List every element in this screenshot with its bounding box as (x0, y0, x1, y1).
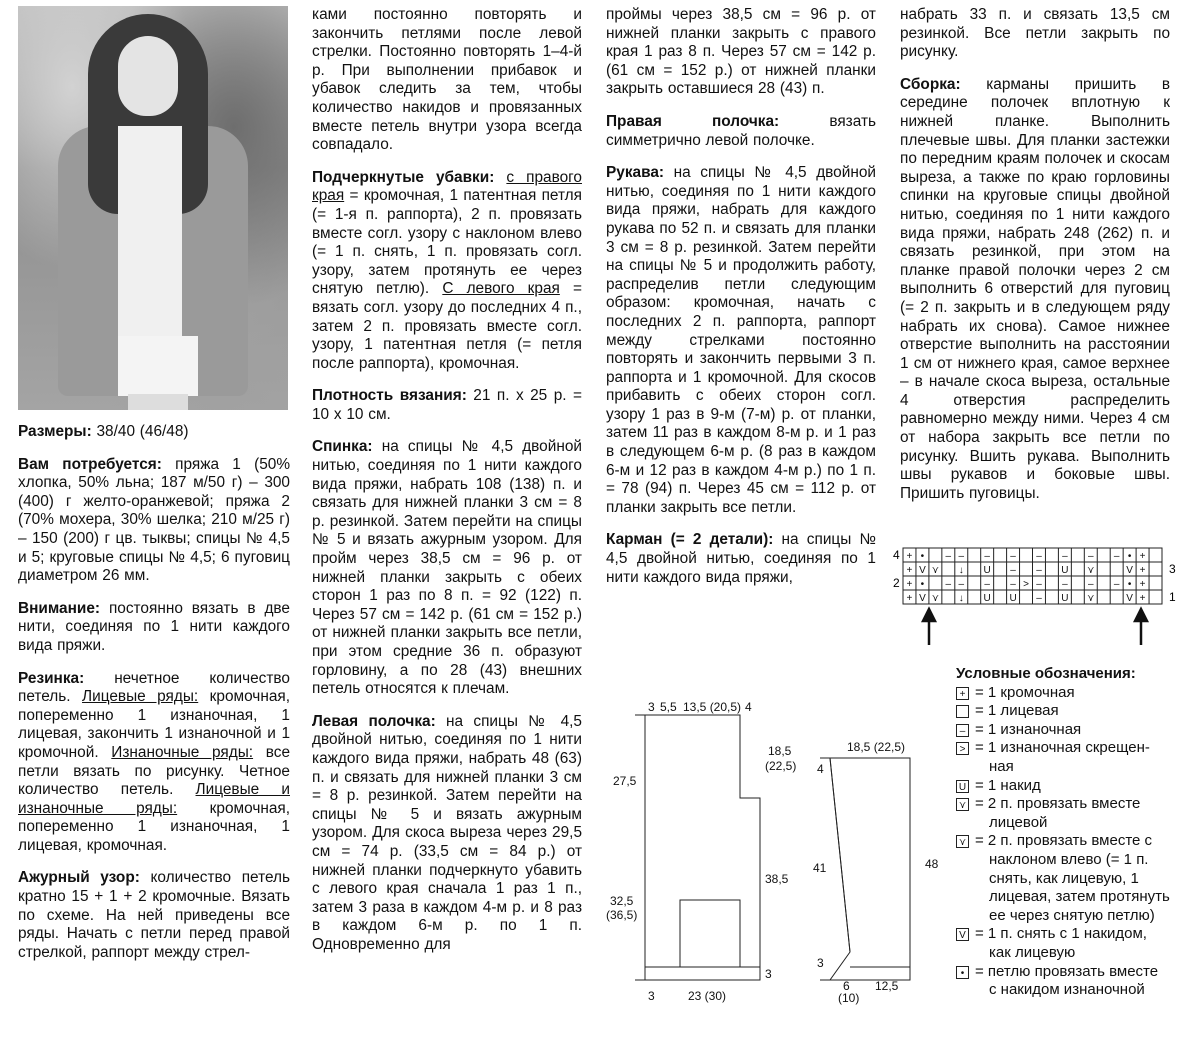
chart-symbol: V (1126, 593, 1133, 604)
right-arrow-icon (1135, 609, 1147, 621)
column-3: проймы через 38,5 см = 96 р. от нижней планки закрыть с правого края 1 раз 8 п. Через 57 см = 142 р. (61 см = 152 р.) от нижней планки закрыть оставшиеся 28 (43) п. Правая полочка: вязать симметрично левой полочке. Рукава: на спицы № 4,5 двойной нитью, соединяя по 1 нити каждого вида пряжи, набрать для каждого рукава по 52 п. и связать для планки 3 см = 8 р. резинкой. Затем перейти на спицы № 5 и продолжить работу, распределив петли следующим образом: кромочная, начать с последних 2 п. раппорта, раппорт между стрелками постоянно повторять и закончить первыми 3 п. раппорта и 1 кромочной. Для скосов прибавить с обеих сторон согл. узору 1 раз в 9-м (7-м) р. от планки, затем 11 раз в каждом 8-м р. и 1 раз в следующем 6-м р. (8 раз в каждом 6-м и 12 раз в каждом 4-м р.) по 1 п. = 78 (94) п. Через 45 см = 112 р. от планки закрыть все петли. Карман (= 2 детали): на спицы № 4,5 двойной нитью, соединяя по 1 нити каждого вида пряжи, (606, 6, 877, 586)
chart-symbol: – (1010, 565, 1016, 576)
chart-row-1: 1 (1169, 590, 1176, 604)
dim-4: 4 (745, 700, 752, 714)
chart-symbol: + (1139, 593, 1146, 604)
chart-symbol: ↓ (958, 565, 964, 576)
legend-item: • = петлю провязать вместе (956, 963, 1181, 982)
dim-22-5: (22,5) (765, 759, 797, 773)
chart-symbol: – (1036, 565, 1042, 576)
chart-symbol: U (1009, 593, 1017, 604)
chart-symbol: – (945, 551, 952, 562)
chart-symbol: – (984, 551, 990, 562)
chart-symbol: ⋎ (1087, 593, 1095, 604)
chart-symbol: – (1113, 551, 1120, 562)
chart-symbol: U (1061, 565, 1069, 576)
column-4: набрать 33 п. и связать 13,5 см резинкой. Все петли закрыть по рисунку. Сборка: карманы пришить в середине полочек вплотную к нижней планке. Выполнить плечевые швы. Для планки застежки по передним краям полочек и скосам выреза, а также по краю горловины спинки на круговые спицы двойной нитью, соединяя по 1 нити каждого вида пряжи, набрать 248 (262) п. и связать резинкой, при этом на планке правой полочки через 2 см выполнить 6 отверстий для пуговиц (= 2 п. закрыть и в следующем ряду набрать их снова). Самое нижнее отверстие выполнить на расстоянии 1 см от нижнего края, самое верхнее – в начале скоса выреза, остальные 4 отверстия распределить равномерно между ними. Через 4 см от набора закрыть все петли по рисунку. Вшить рукава. Выполнить швы рукавов и боковые швы. Пришить пуговицы. (900, 6, 1170, 502)
dim-38-5: 38,5 (765, 872, 789, 886)
chart-row-4: 4 (893, 548, 900, 562)
legend-title: Условные обозначения: (956, 665, 1136, 682)
chart-symbol: – (984, 579, 990, 590)
chart-symbol: – (1010, 579, 1016, 590)
dim-3b: 3 (648, 989, 655, 1003)
chart-symbol: – (1036, 593, 1042, 604)
chart-symbol: + (1139, 551, 1146, 562)
chart-symbol: V (919, 565, 926, 576)
chart-symbol: ↓ (958, 593, 964, 604)
chart-symbol: + (1139, 579, 1146, 590)
legend-item: > = 1 изнаночная скрещен- (956, 739, 1181, 758)
legend-symbol-icon: – (956, 724, 969, 737)
back-pattern-diagram (600, 695, 810, 1010)
dim-10: (10) (838, 991, 860, 1005)
legend-item: – = 1 изнаночная (956, 721, 1181, 740)
dim-bottom-3: 3 (765, 967, 772, 981)
dim-4s: 4 (817, 762, 824, 776)
legend-item: U = 1 накид (956, 777, 1181, 796)
column-2: ками постоянно повторять и закончить петлями после левой стрелки. Постоянно повторять 1–4-й р. При выполнении прибавок и убавок следить за тем, чтобы количество накидов и провязанных вместе петель внутри узора всегда совпадало. Подчеркнутые убавки: с правого края = кромочная, 1 патентная петля (= 1-я п. раппорта), 2 п. провязать вместе согл. узору с наклоном влево (= 1 п. снять, 1 п. провязать согл. узору, затем протянуть ее через снятую петлю). С левого края = вязать согл. узору до последних 4 п., затем 2 п. провязать вместе согл. узору, 1 патентная петля (= петля после раппорта), кромочная. Плотность вязания: 21 п. х 25 р. = 10 х 10 см. Спинка: на спицы № 4,5 двойной нитью, соединяя по 1 нити каждого вида пряжи, набрать 108 (138) п. и связать для нижней планки 3 см = 8 р. резинкой. Затем перейти на спицы № 5 и вязать ажурным узором. Для пройм через 38,5 см = 96 р. от нижней планки закрыть с обеих сторон 1 раз по 8 п. = 92 (122) п. Через 57 см = 142 р. (61 см = 152 р.) от нижней планки закрыть все петли, при этом средние 36 п. образуют горловину, а по 28 (43) внешних петель относятся к плечам. Левая полочка: на спицы № 4,5 двойной нитью, соединяя по 1 нити каждого вида пряжи, набрать 48 (63) п. и связать для нижней планки 3 см = 8 р. резинкой. Затем перейти на спицы № 5 и вязать ажурным узором. Для скоса выреза через 29,5 см = 74 р. (33,5 см = 84 р.) от нижней планки подчеркнуто убавить с левого края сначала 1 раз 1 п., затем 3 раза в каждом 4-м р. и 8 раз в каждом 6-м р. по 1 п. Одновременно для (312, 6, 582, 953)
dim-18-5-22-5: 18,5 (22,5) (847, 740, 906, 754)
chart-symbol: – (958, 551, 965, 562)
legend-symbol-icon: ⋎ (956, 835, 969, 848)
chart-symbol: + (906, 593, 913, 604)
chart-symbol: – (958, 579, 965, 590)
chart-symbol: • (1127, 551, 1132, 562)
model-photo (18, 6, 288, 410)
legend-item: ⋎ = 2 п. провязать вместе (956, 795, 1181, 814)
legend-symbol-icon: V (956, 928, 969, 941)
chart-symbol: • (1127, 579, 1132, 590)
chart-row-3: 3 (1169, 562, 1176, 576)
legend-symbol-icon: > (956, 742, 969, 755)
legend-symbol-icon: U (956, 780, 969, 793)
dim-12-5: 12,5 (875, 979, 899, 993)
chart-symbol: – (1062, 551, 1068, 562)
chart-symbol: – (1010, 551, 1016, 562)
column-1: Размеры: 38/40 (46/48) Вам потребуется: пряжа 1 (50% хлопка, 50% льна; 187 м/50 г) – 300 (400) г желто-оранжевой; пряжа 2 (70% мохера, 30% шелка; 210 м/25 г) – 150 (200) г цв. тыквы; спицы № 4,5 и 5; круговые спицы № 4,5; 6 пуговиц диаметром 26 мм. Внимание: постоянно вязать в две нити, соединяя по 1 нити каждого вида пряжи. Резинка: нечетное количество петель. Лицевые ряды: кромочная, попеременно 1 изнаночная, 1 лицевая, закончить 1 изнаночной и 1 кромочной. Изнаночные ряды: все петли вязать по рисунку. Четное количество петель. Лицевые и изнаночные ряды: кромочная, попеременно 1 изнаночная, 1 лицевая, кромочная. Ажурный узор: количество петель кратно 15 + 1 + 2 кромочные. Вязать по схеме. На ней приведены все ряды. Начать с петли перед правой стрелкой, раппорт между стрел- (18, 423, 291, 961)
chart-symbol: V (1126, 565, 1133, 576)
legend-symbol-icon: • (956, 966, 969, 979)
legend-symbol-icon: + (956, 687, 969, 700)
chart-symbol: U (983, 593, 991, 604)
dim-13-5: 13,5 (20,5) (683, 700, 742, 714)
dim-48: 48 (925, 857, 939, 871)
dim-3s: 3 (817, 956, 824, 970)
legend-item: V = 1 п. снять с 1 накидом, (956, 925, 1181, 944)
chart-symbol: – (1087, 579, 1094, 590)
dim-41: 41 (813, 861, 827, 875)
chart-symbol: • (920, 579, 925, 590)
chart-symbol: V (919, 593, 926, 604)
dim-6: 6 (843, 979, 850, 993)
dim-27-5: 27,5 (613, 774, 637, 788)
legend-symbol-icon: ⋎ (956, 798, 969, 811)
chart-symbol: – (1113, 579, 1120, 590)
chart-row-2: 2 (893, 576, 900, 590)
chart-symbol: – (1036, 579, 1042, 590)
chart-symbol: + (906, 565, 913, 576)
chart-symbol: – (1087, 551, 1094, 562)
chart-symbol: + (1139, 565, 1146, 576)
chart-symbol: • (920, 551, 925, 562)
dim-5-5: 5,5 (660, 700, 677, 714)
legend-symbol-icon (956, 705, 969, 718)
sleeve-pattern-diagram (805, 735, 950, 1010)
dim-3: 3 (648, 700, 655, 714)
legend: Условные обозначения: + = 1 кромочная = 1 лицевая – = 1 изнаночная > = 1 изнаночная скрещен- ная U = 1 накид ⋎ = 2 п. провязать вместе лицевой ⋎ = 2 п. провязать вместе с наклоном влево (= 1 п. снять, как лицевую, 1 лицевая, затем протянуть ее через снятую петлю) V = 1 п. снять с 1 накидом, как лицевую • = петлю провязать вместе с накидом изнаночной (956, 665, 1181, 1000)
chart-symbol: – (1036, 551, 1042, 562)
legend-item: = 1 лицевая (956, 702, 1181, 721)
knitting-chart (893, 545, 1183, 655)
chart-symbol: U (1061, 593, 1069, 604)
chart-symbol: – (1062, 579, 1068, 590)
chart-symbol: ⋎ (1087, 565, 1095, 576)
dim-18-5: 18,5 (768, 744, 792, 758)
chart-symbol: + (906, 579, 913, 590)
chart-symbol: > (1023, 579, 1029, 590)
chart-symbol: – (945, 579, 952, 590)
chart-symbol: ⋎ (931, 593, 940, 604)
chart-symbol: U (983, 565, 991, 576)
chart-symbol: + (906, 551, 913, 562)
dim-36-5: (36,5) (606, 908, 638, 922)
chart-symbol: ⋎ (931, 565, 940, 576)
left-arrow-icon (923, 609, 935, 621)
dim-23-30: 23 (30) (688, 989, 727, 1003)
dim-32-5: 32,5 (610, 894, 634, 908)
legend-item: ⋎ = 2 п. провязать вместе с (956, 832, 1181, 851)
legend-item: + = 1 кромочная (956, 684, 1181, 703)
